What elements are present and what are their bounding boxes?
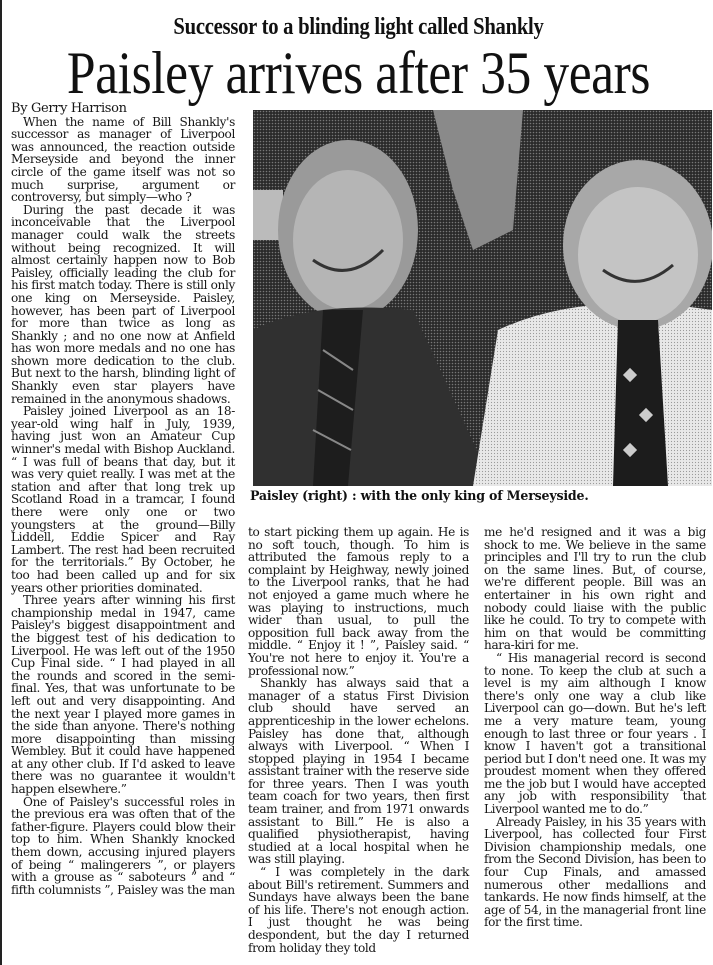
main-headline: Paisley arrives after 35 years (66, 40, 651, 106)
paragraph: Paisley joined Liverpool as an 18-year-old wing half in July, 1939, having just won an Amateur Cup winner's medal with Bishop Auckland. “ I was full of beans that day, but it was very quiet really. I was met at the station and after that long trek up Scotland Road in a tramcar, I found there were only one or two youngsters at the ground—Billy Liddell, Eddie Spicer and Ray Lambert. The rest had been recruited for the territorials.” By October, he too had been called up and for six years other priorities dominated. (11, 404, 235, 595)
article-column-1 (11, 103, 235, 896)
paragraph: One of Paisley's successful roles in the previous era was often that of the father-figure. Players could blow their top to him. When Shankly knocked them down, accusing injured players of being “ malingerers ”, or players with a grouse as “ saboteurs ” and “ fifth columnists ”, Paisley was the man (11, 794, 235, 897)
paragraph: “ His managerial record is second to none. To keep the club at such a level is my aim although I know there's only one way a club like Liverpool can go—down. But he's left me a very mature team, young enough to last three or four years . I know I haven't got a transitional period but I don't need one. It was my proudest moment when they offered me the job but I would have accepted any job with responsibility that Liverpool wanted me to do.” (484, 650, 706, 817)
paragraph: Already Paisley, in his 35 years with Liverpool, has collected four First Division championship medals, one from the Second Division, has been to four Cup Finals, and amassed numerous other medallions and tankards. He now finds himself, at the age of 54, in the managerial front line for the first time. (484, 814, 706, 930)
paragraph: When the name of Bill Shankly's successor as manager of Liverpool was announced, the reaction outside Merseyside and beyond the inner circle of the game itself was not so much surprise, argument or controversy, but simply—who ? (11, 114, 235, 205)
paragraph: to start picking them up again. He is no soft touch, though. To him is attributed the famous reply to a complaint by Heighway, newly joined to the Liverpool ranks, that he had not enjoyed a game much where he was playing to instructions, much wider than usual, to pull the opposition full back away from the middle. “ Enjoy it ! ”, Paisley said. “ You're not here to enjoy it. You're a professional now.” (248, 525, 469, 678)
kicker-headline: Successor to a blinding light called Shankly (173, 14, 544, 40)
paragraph: During the past decade it was inconceivable that the Liverpool manager could walk the streets without being recognized. It will almost certainly happen now to Bob Paisley, officially leading the club for his first match today. There is still only one king on Merseyside. Paisley, however, has been part of Liverpool for more than twice as long as Shankly ; and no one now at Anfield has won more medals and no one has shown more dedication to the club. But next to the harsh, blinding light of Shankly even star players have remained in the anonymous shadows. (11, 202, 235, 406)
paragraph: Shankly has always said that a manager of a status First Division club should have served an apprenticeship in the lower echelons. Paisley has done that, although always with Liverpool. “ When I stopped playing in 1954 I became assistant trainer with the reserve side for three years. Then I was youth team coach for two years, then first team trainer, and from 1971 onwards assistant to Bill.” He is also a qualified physiotherapist, having studied at a local hospital when he was still playing. (248, 676, 469, 867)
article-column-2 (248, 526, 469, 954)
byline: By Gerry Harrison (11, 101, 127, 116)
article-column-3 (484, 526, 706, 929)
paragraph: Three years after winning his first championship medal in 1947, came Paisley's biggest disappointment and the biggest test of his dedication to Liverpool. He was left out of the 1950 Cup Final side. “ I had played in all the rounds and scored in the semi-final. Yes, that was unfortunate to be left out and very disappointing. And the next year I played more games in the side than anyone. There's nothing more disappointing than missing Wembley. But it could have happened at any other club. If I'd asked to leave there was no guarantee it wouldn't happen elsewhere.” (11, 593, 235, 797)
paragraph: me he'd resigned and it was a big shock to me. We believe in the same principles and I'll try to run the club on the same lines. But, of course, we're different people. Bill was an entertainer in his own right and nobody could liaise with the public like he could. To try to compete with him on that would be committing hara-kiri for me. (484, 525, 706, 653)
news-photo (253, 110, 712, 486)
photo-caption: Paisley (right) : with the only king of Merseyside. (250, 488, 589, 503)
photo-illustration (253, 110, 712, 486)
paragraph: “ I was completely in the dark about Bill's retirement. Summers and Sundays have always been the bane of his life. There's not enough action. I just thought he was being despondent, but the day I returned from holiday they told (248, 865, 469, 955)
